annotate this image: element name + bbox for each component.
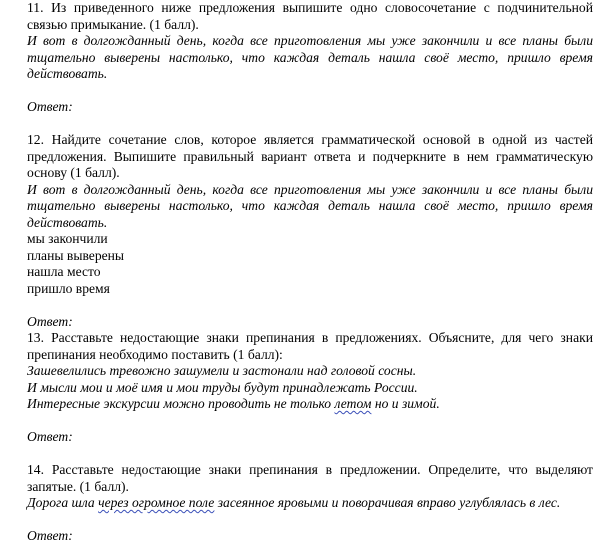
task-14-sentence-part-c: засеянное яровыми и поворачивая вправо углублялась в лес. xyxy=(214,495,561,510)
task-11-answer-label: Ответ: xyxy=(27,99,73,114)
task-13-answer-label: Ответ: xyxy=(27,429,73,444)
task-11 xyxy=(27,0,593,116)
spellcheck-underlined-word: летом xyxy=(334,396,372,411)
task-13-sentence-3 xyxy=(27,396,593,413)
task-14-question-line-2: запятые. (1 балл). xyxy=(27,478,129,494)
spacer xyxy=(27,512,593,529)
task-14-sentence-part-a: Дорога шла xyxy=(27,495,99,510)
task-13-sentence-1: Зашевелились тревожно зашумели и застонали над головой сосны. xyxy=(27,363,417,378)
task-12-option: нашла место xyxy=(27,264,101,279)
task-14-sentence xyxy=(27,495,593,512)
task-11-sentence-line-1: И вот в долгожданный день, когда все приготовления мы уже закончили и все планы были xyxy=(27,33,593,48)
task-12-sentence-line-3: действовать. xyxy=(27,214,108,230)
task-12 xyxy=(27,132,593,330)
task-12-answer-label: Ответ: xyxy=(27,313,73,329)
task-12-option: мы закончили xyxy=(27,231,108,246)
task-13-question-line-2: препинания необходимо поставить (1 балл): xyxy=(27,346,283,362)
task-12-question-line-2: предложения. Выпишите правильный вариант ответа и подчеркните в нем грамматическую xyxy=(27,148,593,164)
spacer xyxy=(27,446,593,463)
task-13-sentence-2: И мысли мои и моё имя и мои труды будут принадлежать России. xyxy=(27,379,418,395)
task-12-question-line-1: 12. Найдите сочетание слов, которое является грамматической основой в одной из частей xyxy=(27,132,593,147)
spacer xyxy=(27,297,593,314)
task-14-question-line-1: 14. Расставьте недостающие знаки препинания в предложении. Определите, что выделяют xyxy=(27,462,593,477)
task-13 xyxy=(27,330,593,446)
spacer xyxy=(27,116,593,133)
grammar-underlined-phrase: через огромное поле xyxy=(98,495,215,510)
task-12-option: пришло время xyxy=(27,280,110,296)
task-13-sentence-3-part-c: но и зимой. xyxy=(371,396,440,411)
spacer xyxy=(27,413,593,430)
task-11-question-line-1: 11. Из приведенного ниже предложения выпишите одно словосочетание с подчинительной xyxy=(27,0,593,15)
task-14-answer-label: Ответ: xyxy=(27,528,73,543)
task-12-option: планы выверены xyxy=(27,247,125,263)
task-12-sentence-line-1: И вот в долгожданный день, когда все приготовления мы уже закончили и все планы были xyxy=(27,181,593,197)
task-14 xyxy=(27,462,593,545)
task-11-question-line-2: связью примыкание. (1 балл). xyxy=(27,16,199,32)
task-13-question-line-1: 13. Расставьте недостающие знаки препинания в предложениях. Объясните, для чего знаки xyxy=(27,330,593,345)
task-11-sentence-line-2: тщательно выверены настолько, что каждая деталь нашла своё место, пришло время xyxy=(27,49,593,65)
task-11-sentence-line-3: действовать. xyxy=(27,66,108,81)
task-13-sentence-3-part-a: Интересные экскурсии можно проводить не только xyxy=(27,396,335,411)
task-12-question-line-3: основу (1 балл). xyxy=(27,165,120,180)
task-12-sentence-line-2: тщательно выверены настолько, что каждая деталь нашла своё место, пришло время xyxy=(27,198,593,213)
spacer xyxy=(27,83,593,100)
